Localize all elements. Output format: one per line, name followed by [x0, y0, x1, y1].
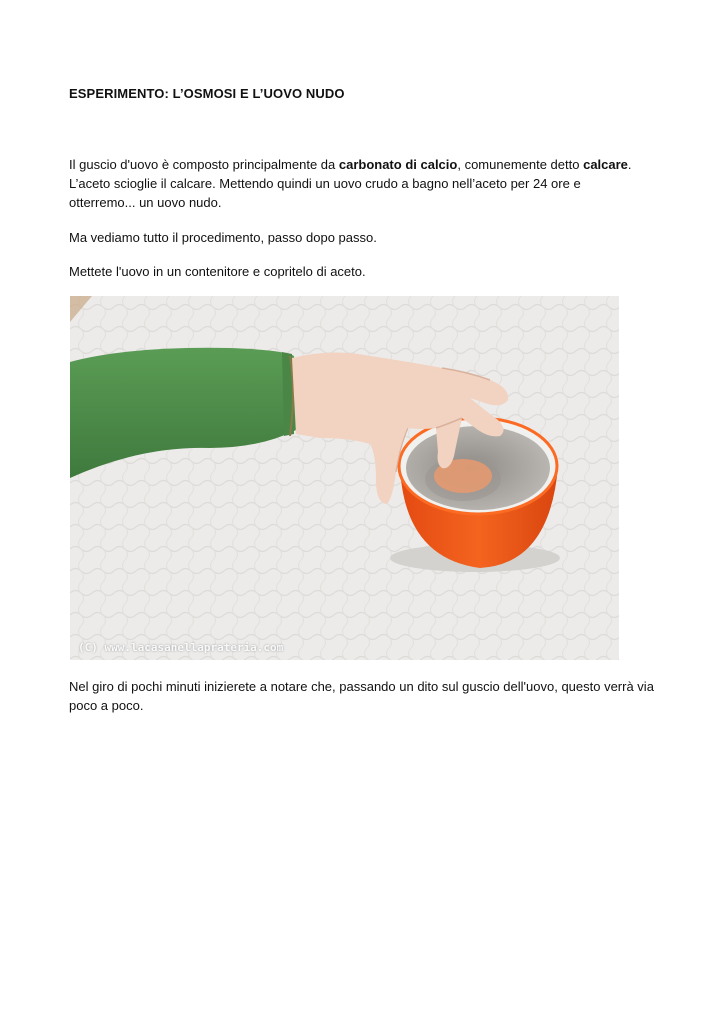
procedure-paragraph: Ma vediamo tutto il procedimento, passo dopo passo. [69, 230, 377, 245]
intro-line-3: otterremo... un uovo nudo. [69, 195, 222, 210]
intro-text-2: , comunemente detto [457, 157, 584, 172]
intro-paragraph [69, 155, 669, 212]
intro-line-2: L’aceto scioglie il calcare. Mettendo quindi un uovo crudo a bagno nell’aceto per 24 ore e [69, 176, 581, 191]
bold-calcare: calcare [583, 157, 628, 172]
photo-illustration [70, 296, 619, 660]
step1-paragraph: Mettete l'uovo in un contenitore e copritelo di aceto. [69, 264, 366, 279]
photo-watermark: (C) www.lacasanellaprateria.com [78, 641, 284, 654]
document-title: ESPERIMENTO: L’OSMOSI E L’UOVO NUDO [69, 86, 345, 101]
bold-carbonato: carbonato di calcio [338, 157, 458, 172]
result-paragraph: Nel giro di pochi minuti inizierete a notare che, passando un dito sul guscio dell'uovo, questo verrà via poco a poco. [69, 679, 654, 713]
intro-text-3: . [627, 157, 632, 172]
egg [425, 457, 501, 501]
experiment-photo [70, 296, 619, 660]
intro-text-1: Il guscio d'uovo è composto principalmente da [69, 157, 339, 172]
